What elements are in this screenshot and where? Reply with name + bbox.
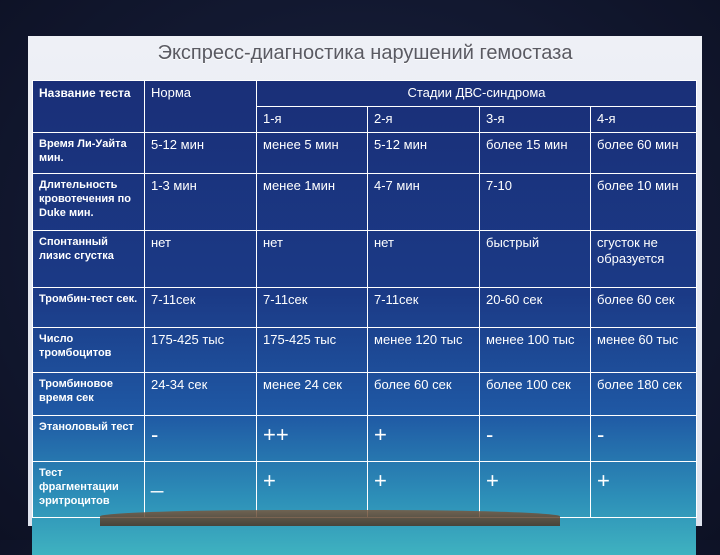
- cell-stage-4: более 180 сек: [591, 373, 697, 416]
- cell-stage-2: менее 120 тыс: [368, 328, 480, 373]
- cell-stage-1: 7-11сек: [257, 288, 368, 328]
- cell-stage-3: 7-10: [480, 174, 591, 231]
- row-name: Тест фрагментации эритроцитов: [33, 462, 145, 518]
- header-norm: Норма: [145, 81, 257, 133]
- table-row: [33, 373, 697, 416]
- row-name: Длительность кровотечения по Duke мин.: [33, 174, 145, 231]
- cell-stage-3: +: [480, 462, 591, 518]
- header-stages-group: Стадии ДВС-синдрома: [257, 81, 697, 107]
- cell-stage-4: +: [591, 462, 697, 518]
- header-stage-1: 1-я: [257, 107, 368, 133]
- cell-stage-4: сгусток не образуется: [591, 231, 697, 288]
- cell-stage-4: -: [591, 416, 697, 462]
- header-stage-4: 4-я: [591, 107, 697, 133]
- cell-stage-1: менее 5 мин: [257, 133, 368, 174]
- table-row: [33, 288, 697, 328]
- cell-norm: 24-34 сек: [145, 373, 257, 416]
- cell-stage-2: 5-12 мин: [368, 133, 480, 174]
- cell-stage-1: 175-425 тыс: [257, 328, 368, 373]
- cell-stage-4: более 60 мин: [591, 133, 697, 174]
- cell-stage-1: менее 24 сек: [257, 373, 368, 416]
- row-name: Этаноловый тест: [33, 416, 145, 462]
- cell-norm: -: [145, 416, 257, 462]
- slide-title: Экспресс-диагностика нарушений гемостаза: [157, 42, 573, 64]
- header-test-name: Название теста: [33, 81, 145, 133]
- table-row: [33, 133, 697, 174]
- cell-stage-2: нет: [368, 231, 480, 288]
- table-row: [33, 416, 697, 462]
- cell-stage-2: 4-7 мин: [368, 174, 480, 231]
- cell-norm: нет: [145, 231, 257, 288]
- table-row: [33, 328, 697, 373]
- cell-stage-3: -: [480, 416, 591, 462]
- header-row-1: [33, 81, 697, 107]
- row-name: Тромбин-тест сек.: [33, 288, 145, 328]
- cell-stage-1: нет: [257, 231, 368, 288]
- row-name: Число тромбоцитов: [33, 328, 145, 373]
- cell-stage-4: более 10 мин: [591, 174, 697, 231]
- table-row: [33, 231, 697, 288]
- cell-stage-4: более 60 сек: [591, 288, 697, 328]
- cell-stage-3: менее 100 тыс: [480, 328, 591, 373]
- cell-stage-2: 7-11сек: [368, 288, 480, 328]
- row-name: Спонтанный лизис сгустка: [33, 231, 145, 288]
- cell-norm: _: [145, 462, 257, 518]
- cell-stage-3: более 100 сек: [480, 373, 591, 416]
- landscape-decoration: [100, 510, 560, 526]
- cell-stage-2: +: [368, 462, 480, 518]
- cell-stage-2: более 60 сек: [368, 373, 480, 416]
- row-name: Время Ли-Уайта мин.: [33, 133, 145, 174]
- cell-stage-3: быстрый: [480, 231, 591, 288]
- row-name: Тромбиновое время сек: [33, 373, 145, 416]
- cell-stage-2: +: [368, 416, 480, 462]
- cell-stage-1: менее 1мин: [257, 174, 368, 231]
- cell-stage-1: +: [257, 462, 368, 518]
- cell-norm: 175-425 тыс: [145, 328, 257, 373]
- header-stage-3: 3-я: [480, 107, 591, 133]
- cell-norm: 7-11сек: [145, 288, 257, 328]
- cell-norm: 5-12 мин: [145, 133, 257, 174]
- header-stage-2: 2-я: [368, 107, 480, 133]
- cell-stage-1: ++: [257, 416, 368, 462]
- cell-stage-3: 20-60 сек: [480, 288, 591, 328]
- cell-stage-4: менее 60 тыс: [591, 328, 697, 373]
- diagnostics-table: [32, 80, 697, 518]
- table-panel: [32, 80, 696, 555]
- slide: [28, 36, 702, 526]
- table-row: [33, 174, 697, 231]
- cell-stage-3: более 15 мин: [480, 133, 591, 174]
- cell-norm: 1-3 мин: [145, 174, 257, 231]
